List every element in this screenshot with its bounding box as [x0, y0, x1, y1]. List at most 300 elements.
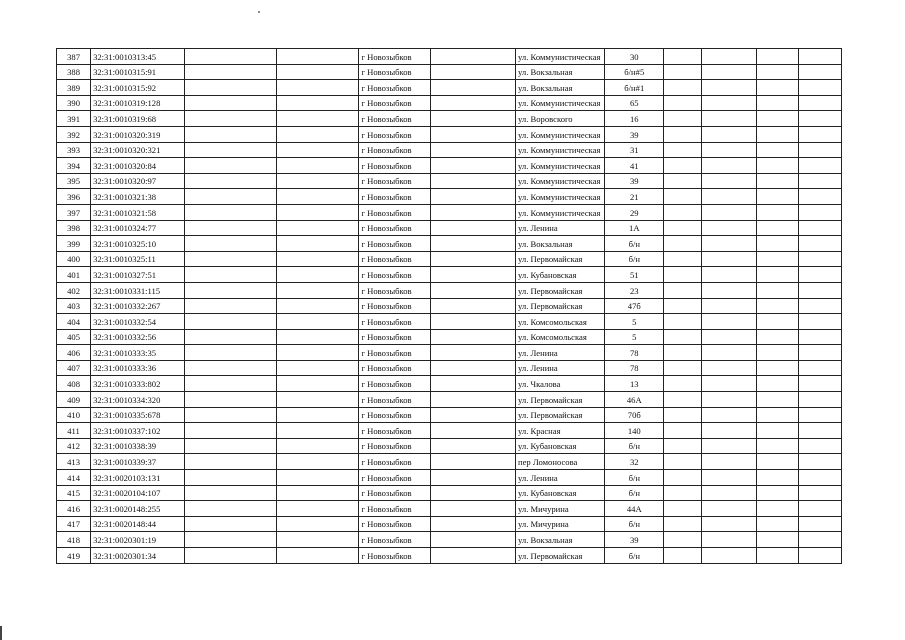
house-number: б/н#1: [605, 80, 664, 96]
city-cell: г Новозыбков: [359, 282, 430, 298]
row-number: 414: [57, 470, 91, 486]
street-cell: ул. Мичурина: [516, 516, 605, 532]
row-number: 395: [57, 173, 91, 189]
empty-cell: [277, 454, 359, 470]
house-number: 39: [605, 173, 664, 189]
cadastral-number: 32:31:0010333:35: [91, 345, 185, 361]
row-number: 412: [57, 438, 91, 454]
empty-cell: [430, 142, 515, 158]
empty-cell: [430, 470, 515, 486]
street-cell: ул. Вокзальная: [516, 64, 605, 80]
empty-cell: [702, 173, 756, 189]
empty-cell: [664, 204, 702, 220]
empty-cell: [430, 204, 515, 220]
city-cell: г Новозыбков: [359, 501, 430, 517]
empty-cell: [277, 111, 359, 127]
row-number: 410: [57, 407, 91, 423]
street-cell: ул. Коммунистическая: [516, 158, 605, 174]
row-number: 392: [57, 126, 91, 142]
cadastral-number: 32:31:0010320:84: [91, 158, 185, 174]
empty-cell: [277, 329, 359, 345]
empty-cell: [702, 80, 756, 96]
empty-cell: [430, 423, 515, 439]
empty-cell: [756, 345, 799, 361]
empty-cell: [702, 189, 756, 205]
empty-cell: [799, 423, 842, 439]
street-cell: ул. Первомайская: [516, 407, 605, 423]
empty-cell: [184, 158, 277, 174]
empty-cell: [702, 438, 756, 454]
street-cell: ул. Коммунистическая: [516, 95, 605, 111]
table-row: [57, 454, 842, 470]
table-row: [57, 267, 842, 283]
city-cell: г Новозыбков: [359, 220, 430, 236]
empty-cell: [799, 95, 842, 111]
empty-cell: [430, 485, 515, 501]
house-number: 78: [605, 360, 664, 376]
empty-cell: [184, 501, 277, 517]
empty-cell: [702, 204, 756, 220]
empty-cell: [756, 111, 799, 127]
house-number: 51: [605, 267, 664, 283]
empty-cell: [799, 548, 842, 564]
city-cell: г Новозыбков: [359, 126, 430, 142]
empty-cell: [184, 126, 277, 142]
empty-cell: [702, 501, 756, 517]
city-cell: г Новозыбков: [359, 173, 430, 189]
cadastral-number: 32:31:0010334:320: [91, 392, 185, 408]
empty-cell: [664, 345, 702, 361]
cadastral-number: 32:31:0020301:19: [91, 532, 185, 548]
street-cell: ул. Коммунистическая: [516, 173, 605, 189]
empty-cell: [756, 220, 799, 236]
empty-cell: [756, 501, 799, 517]
row-number: 409: [57, 392, 91, 408]
empty-cell: [664, 407, 702, 423]
empty-cell: [799, 251, 842, 267]
empty-cell: [756, 95, 799, 111]
cadastral-number: 32:31:0010313:45: [91, 49, 185, 65]
empty-cell: [184, 438, 277, 454]
house-number: б/н: [605, 485, 664, 501]
empty-cell: [664, 423, 702, 439]
city-cell: г Новозыбков: [359, 314, 430, 330]
cadastral-number: 32:31:0010320:321: [91, 142, 185, 158]
cadastral-number: 32:31:0010320:319: [91, 126, 185, 142]
empty-cell: [184, 220, 277, 236]
street-cell: ул. Коммунистическая: [516, 142, 605, 158]
empty-cell: [184, 49, 277, 65]
empty-cell: [430, 329, 515, 345]
empty-cell: [702, 142, 756, 158]
row-number: 405: [57, 329, 91, 345]
empty-cell: [702, 220, 756, 236]
table-row: [57, 64, 842, 80]
cadastral-number: 32:31:0010339:37: [91, 454, 185, 470]
table-row: [57, 407, 842, 423]
cadastral-number: 32:31:0010327:51: [91, 267, 185, 283]
row-number: 396: [57, 189, 91, 205]
empty-cell: [756, 80, 799, 96]
empty-cell: [277, 298, 359, 314]
table-row: [57, 423, 842, 439]
cadastral-number: 32:31:0010315:91: [91, 64, 185, 80]
empty-cell: [430, 80, 515, 96]
empty-cell: [702, 267, 756, 283]
row-number: 397: [57, 204, 91, 220]
empty-cell: [430, 360, 515, 376]
empty-cell: [702, 485, 756, 501]
table-row: [57, 329, 842, 345]
registry-table: [56, 48, 842, 564]
empty-cell: [664, 95, 702, 111]
table-row: [57, 501, 842, 517]
empty-cell: [430, 173, 515, 189]
row-number: 411: [57, 423, 91, 439]
empty-cell: [184, 454, 277, 470]
empty-cell: [277, 80, 359, 96]
empty-cell: [184, 142, 277, 158]
table-row: [57, 360, 842, 376]
empty-cell: [799, 407, 842, 423]
empty-cell: [430, 49, 515, 65]
row-number: 400: [57, 251, 91, 267]
house-number: 32: [605, 454, 664, 470]
empty-cell: [184, 298, 277, 314]
house-number: 41: [605, 158, 664, 174]
empty-cell: [184, 532, 277, 548]
empty-cell: [664, 454, 702, 470]
empty-cell: [277, 204, 359, 220]
table-row: [57, 532, 842, 548]
row-number: 406: [57, 345, 91, 361]
empty-cell: [430, 345, 515, 361]
cadastral-number: 32:31:0010332:56: [91, 329, 185, 345]
house-number: 21: [605, 189, 664, 205]
house-number: 70б: [605, 407, 664, 423]
empty-cell: [702, 298, 756, 314]
empty-cell: [799, 376, 842, 392]
table-row: [57, 158, 842, 174]
empty-cell: [799, 516, 842, 532]
empty-cell: [184, 204, 277, 220]
empty-cell: [184, 516, 277, 532]
empty-cell: [702, 282, 756, 298]
city-cell: г Новозыбков: [359, 64, 430, 80]
street-cell: ул. Кубановская: [516, 438, 605, 454]
empty-cell: [430, 95, 515, 111]
empty-cell: [430, 314, 515, 330]
empty-cell: [664, 485, 702, 501]
empty-cell: [702, 158, 756, 174]
empty-cell: [430, 501, 515, 517]
city-cell: г Новозыбков: [359, 329, 430, 345]
street-cell: ул. Кубановская: [516, 267, 605, 283]
empty-cell: [799, 298, 842, 314]
empty-cell: [184, 407, 277, 423]
empty-cell: [664, 142, 702, 158]
city-cell: г Новозыбков: [359, 267, 430, 283]
empty-cell: [756, 298, 799, 314]
empty-cell: [799, 173, 842, 189]
empty-cell: [664, 251, 702, 267]
empty-cell: [184, 360, 277, 376]
table-row: [57, 548, 842, 564]
empty-cell: [430, 392, 515, 408]
street-cell: ул. Красная: [516, 423, 605, 439]
table-row: [57, 111, 842, 127]
empty-cell: [664, 298, 702, 314]
city-cell: г Новозыбков: [359, 204, 430, 220]
empty-cell: [756, 204, 799, 220]
empty-cell: [756, 158, 799, 174]
row-number: 416: [57, 501, 91, 517]
table-row: [57, 376, 842, 392]
empty-cell: [702, 407, 756, 423]
empty-cell: [702, 454, 756, 470]
street-cell: ул. Вокзальная: [516, 532, 605, 548]
empty-cell: [430, 282, 515, 298]
row-number: 402: [57, 282, 91, 298]
empty-cell: [184, 470, 277, 486]
empty-cell: [184, 189, 277, 205]
empty-cell: [184, 236, 277, 252]
empty-cell: [664, 126, 702, 142]
house-number: 46А: [605, 392, 664, 408]
row-number: 413: [57, 454, 91, 470]
cadastral-number: 32:31:0010332:267: [91, 298, 185, 314]
street-cell: ул. Чкалова: [516, 376, 605, 392]
empty-cell: [184, 111, 277, 127]
empty-cell: [756, 142, 799, 158]
house-number: 39: [605, 532, 664, 548]
city-cell: г Новозыбков: [359, 516, 430, 532]
empty-cell: [664, 64, 702, 80]
empty-cell: [664, 360, 702, 376]
empty-cell: [277, 407, 359, 423]
empty-cell: [664, 501, 702, 517]
empty-cell: [799, 532, 842, 548]
empty-cell: [702, 314, 756, 330]
empty-cell: [430, 532, 515, 548]
empty-cell: [664, 189, 702, 205]
table-row: [57, 251, 842, 267]
empty-cell: [702, 64, 756, 80]
empty-cell: [184, 329, 277, 345]
house-number: 31: [605, 142, 664, 158]
house-number: 13: [605, 376, 664, 392]
house-number: 140: [605, 423, 664, 439]
empty-cell: [702, 329, 756, 345]
empty-cell: [430, 438, 515, 454]
empty-cell: [184, 376, 277, 392]
house-number: 78: [605, 345, 664, 361]
city-cell: г Новозыбков: [359, 158, 430, 174]
empty-cell: [277, 438, 359, 454]
empty-cell: [184, 173, 277, 189]
house-number: б/н: [605, 470, 664, 486]
empty-cell: [664, 329, 702, 345]
street-cell: ул. Первомайская: [516, 548, 605, 564]
cadastral-number: 32:31:0010331:115: [91, 282, 185, 298]
row-number: 394: [57, 158, 91, 174]
empty-cell: [702, 111, 756, 127]
table-row: [57, 236, 842, 252]
city-cell: г Новозыбков: [359, 376, 430, 392]
house-number: 44А: [605, 501, 664, 517]
cadastral-number: 32:31:0010325:10: [91, 236, 185, 252]
city-cell: г Новозыбков: [359, 298, 430, 314]
table-row: [57, 485, 842, 501]
empty-cell: [277, 423, 359, 439]
empty-cell: [277, 501, 359, 517]
empty-cell: [430, 158, 515, 174]
empty-cell: [799, 329, 842, 345]
empty-cell: [430, 407, 515, 423]
empty-cell: [277, 548, 359, 564]
city-cell: г Новозыбков: [359, 345, 430, 361]
empty-cell: [664, 111, 702, 127]
street-cell: ул. Кубановская: [516, 485, 605, 501]
empty-cell: [277, 360, 359, 376]
empty-cell: [799, 204, 842, 220]
cadastral-number: 32:31:0010333:802: [91, 376, 185, 392]
empty-cell: [664, 236, 702, 252]
row-number: 417: [57, 516, 91, 532]
cadastral-number: 32:31:0020148:255: [91, 501, 185, 517]
empty-cell: [277, 49, 359, 65]
empty-cell: [277, 345, 359, 361]
empty-cell: [430, 298, 515, 314]
empty-cell: [799, 360, 842, 376]
empty-cell: [799, 392, 842, 408]
empty-cell: [756, 126, 799, 142]
empty-cell: [664, 392, 702, 408]
empty-cell: [664, 173, 702, 189]
house-number: 16: [605, 111, 664, 127]
empty-cell: [277, 532, 359, 548]
empty-cell: [756, 251, 799, 267]
empty-cell: [702, 126, 756, 142]
empty-cell: [184, 423, 277, 439]
empty-cell: [277, 314, 359, 330]
empty-cell: [702, 376, 756, 392]
table-row: [57, 49, 842, 65]
empty-cell: [430, 548, 515, 564]
empty-cell: [756, 329, 799, 345]
cadastral-number: 32:31:0020301:34: [91, 548, 185, 564]
empty-cell: [184, 64, 277, 80]
empty-cell: [702, 423, 756, 439]
city-cell: г Новозыбков: [359, 95, 430, 111]
empty-cell: [664, 376, 702, 392]
house-number: б/н: [605, 548, 664, 564]
city-cell: г Новозыбков: [359, 236, 430, 252]
cadastral-number: 32:31:0010337:102: [91, 423, 185, 439]
empty-cell: [702, 516, 756, 532]
house-number: б/н: [605, 516, 664, 532]
cadastral-number: 32:31:0010338:39: [91, 438, 185, 454]
empty-cell: [799, 267, 842, 283]
street-cell: ул. Ленина: [516, 470, 605, 486]
empty-cell: [799, 142, 842, 158]
empty-cell: [756, 548, 799, 564]
house-number: 5: [605, 314, 664, 330]
street-cell: ул. Коммунистическая: [516, 126, 605, 142]
house-number: 47б: [605, 298, 664, 314]
cadastral-number: 32:31:0010315:92: [91, 80, 185, 96]
empty-cell: [277, 126, 359, 142]
street-cell: ул. Вокзальная: [516, 80, 605, 96]
city-cell: г Новозыбков: [359, 111, 430, 127]
cadastral-number: 32:31:0010321:58: [91, 204, 185, 220]
street-cell: ул. Мичурина: [516, 501, 605, 517]
empty-cell: [277, 158, 359, 174]
empty-cell: [756, 438, 799, 454]
empty-cell: [184, 80, 277, 96]
empty-cell: [430, 189, 515, 205]
scan-dot: [258, 11, 260, 13]
empty-cell: [664, 548, 702, 564]
empty-cell: [799, 470, 842, 486]
empty-cell: [756, 189, 799, 205]
empty-cell: [702, 251, 756, 267]
empty-cell: [756, 236, 799, 252]
empty-cell: [756, 360, 799, 376]
street-cell: ул. Вокзальная: [516, 236, 605, 252]
house-number: б/н: [605, 251, 664, 267]
cadastral-number: 32:31:0010320:97: [91, 173, 185, 189]
empty-cell: [756, 314, 799, 330]
empty-cell: [184, 95, 277, 111]
row-number: 415: [57, 485, 91, 501]
empty-cell: [756, 376, 799, 392]
empty-cell: [799, 454, 842, 470]
street-cell: ул. Первомайская: [516, 298, 605, 314]
table-row: [57, 470, 842, 486]
empty-cell: [756, 407, 799, 423]
empty-cell: [664, 282, 702, 298]
cadastral-number: 32:31:0010319:128: [91, 95, 185, 111]
city-cell: г Новозыбков: [359, 251, 430, 267]
empty-cell: [799, 80, 842, 96]
empty-cell: [702, 548, 756, 564]
empty-cell: [184, 251, 277, 267]
table-row: [57, 142, 842, 158]
empty-cell: [184, 485, 277, 501]
city-cell: г Новозыбков: [359, 438, 430, 454]
table-row: [57, 204, 842, 220]
empty-cell: [756, 423, 799, 439]
empty-cell: [664, 267, 702, 283]
empty-cell: [277, 236, 359, 252]
street-cell: ул. Ленина: [516, 220, 605, 236]
empty-cell: [430, 220, 515, 236]
city-cell: г Новозыбков: [359, 423, 430, 439]
street-cell: ул. Комсомольская: [516, 314, 605, 330]
empty-cell: [277, 220, 359, 236]
empty-cell: [184, 314, 277, 330]
table-row: [57, 438, 842, 454]
empty-cell: [756, 454, 799, 470]
empty-cell: [664, 220, 702, 236]
empty-cell: [664, 516, 702, 532]
empty-cell: [799, 111, 842, 127]
row-number: 399: [57, 236, 91, 252]
cadastral-number: 32:31:0010325:11: [91, 251, 185, 267]
empty-cell: [756, 392, 799, 408]
empty-cell: [756, 485, 799, 501]
